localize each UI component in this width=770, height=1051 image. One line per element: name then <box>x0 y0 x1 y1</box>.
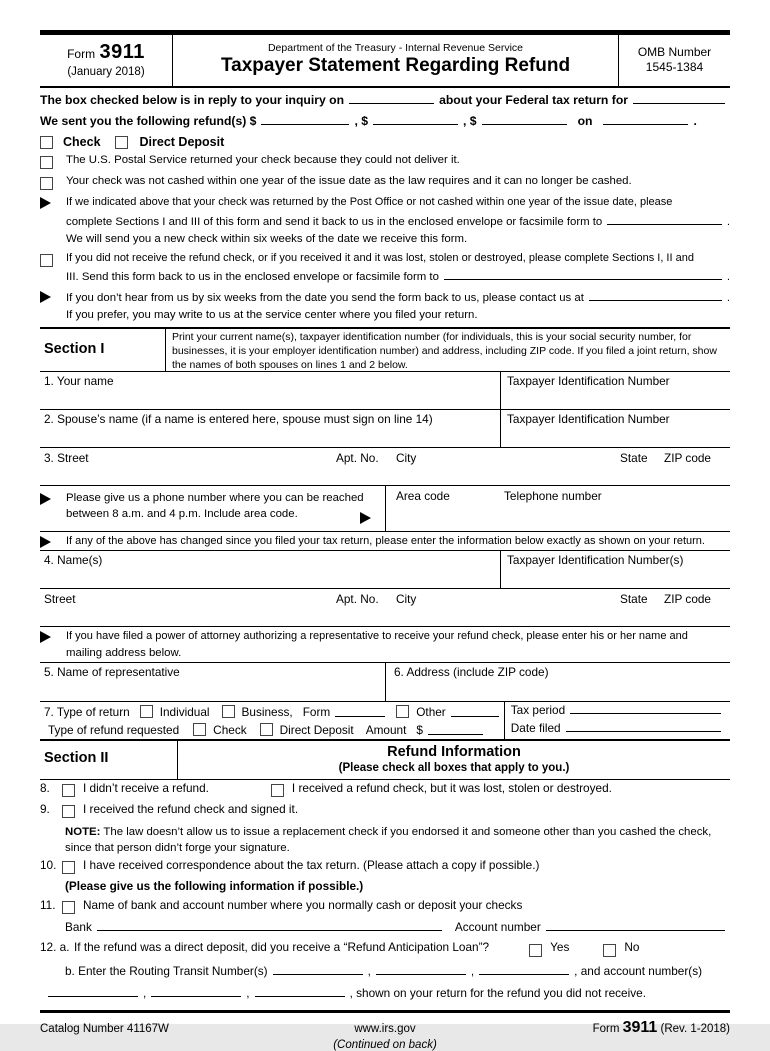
row-new-name <box>40 551 730 589</box>
tax-period-field[interactable] <box>570 703 721 714</box>
row-new-address[interactable] <box>40 589 730 627</box>
form-title-block <box>173 35 618 86</box>
section-2-subtitle: (Please check all boxes that apply to you.) <box>338 761 570 774</box>
item-9 <box>40 802 730 822</box>
footer-form-number: 3911 <box>622 1018 658 1036</box>
your-name-label: 1. Your name <box>44 373 114 388</box>
form-revision: (January 2018) <box>67 66 145 78</box>
new-name-label: 4. Name(s) <box>44 552 103 567</box>
facsimile-number-field-2[interactable] <box>444 267 722 280</box>
no-refund-checkbox[interactable] <box>62 784 75 797</box>
type-of-return-cell <box>40 702 504 739</box>
representative-address-label: 6. Address (include ZIP code) <box>394 664 549 679</box>
footer-form-revision: (Rev. 1-2018) <box>660 1022 730 1035</box>
and-account-numbers: , and account number(s) <box>574 963 703 978</box>
area-code-label: Area code <box>396 488 450 503</box>
omb-number: 1545-1384 <box>645 60 704 74</box>
phone-note-cell <box>40 486 385 531</box>
check-returned-line-1: If we indicated above that your check was returned by the Post Office or not cashed within one year of the issue date, please <box>66 196 673 208</box>
refund-amount-1-field[interactable] <box>261 112 349 125</box>
date-filed-label: Date filed <box>510 720 561 735</box>
section-1-label: Section I <box>44 340 105 357</box>
section-2-label: Section II <box>44 749 109 766</box>
row-phone <box>40 486 730 532</box>
ral-no-label: No <box>624 939 640 954</box>
telephone-label: Telephone number <box>504 488 602 503</box>
type-of-return-line <box>44 703 504 721</box>
individual-checkbox[interactable] <box>140 705 153 718</box>
item-9-number: 9. <box>40 801 50 816</box>
refund-amount-2-field[interactable] <box>373 112 458 125</box>
business-checkbox[interactable] <box>222 705 235 718</box>
continued-on-back: (Continued on back) <box>333 1038 437 1051</box>
form-number-field[interactable] <box>335 706 385 717</box>
refund-requested-line <box>44 721 504 739</box>
amount-label: Amount <box>365 722 407 737</box>
row-changed-note <box>40 532 730 551</box>
routing-label: b. Enter the Routing Transit Number(s) <box>65 963 268 978</box>
street-label-2: Street <box>44 591 76 606</box>
item-12a <box>40 940 730 961</box>
form-number-block <box>40 35 173 86</box>
routing-number-1-field[interactable] <box>273 962 363 975</box>
account-number-1-field[interactable] <box>48 984 138 997</box>
business-label: Business, <box>241 704 293 719</box>
tin-field[interactable] <box>500 372 730 409</box>
omb-label: OMB Number <box>637 45 712 59</box>
item-10 <box>40 858 730 878</box>
representative-name-field[interactable] <box>40 663 385 701</box>
page-title: Taxpayer Statement Regarding Refund <box>220 55 571 76</box>
intro-line-1-text-a: The box checked below is in reply to your inquiry on <box>40 93 345 107</box>
not-received-checkbox[interactable] <box>40 254 53 267</box>
routing-number-2-field[interactable] <box>376 962 466 975</box>
ral-question: If the refund was a direct deposit, did you receive a “Refund Anticipation Loan”? <box>74 939 490 954</box>
catalog-number: Catalog Number 41167W <box>40 1022 169 1035</box>
note-line-1: NOTE: The law doesn’t allow us to issue a replacement check if you endorsed it and someone other than you cashed the check, <box>65 825 712 838</box>
item-12a-number: 12. a. <box>40 939 70 954</box>
changed-note-text: If any of the above has changed since you filed your tax return, please enter the information below exactly as shown on your return. <box>66 534 705 547</box>
ral-yes-checkbox[interactable] <box>529 944 542 957</box>
intro-line-2 <box>40 112 730 130</box>
phone-note-line-1: Please give us a phone number where you can be reached <box>66 491 364 504</box>
inquiry-date-field[interactable] <box>349 91 434 104</box>
bank-info-checkbox[interactable] <box>62 901 75 914</box>
tax-period-cell <box>504 702 730 739</box>
new-tins-label: Taxpayer Identification Number(s) <box>507 552 684 567</box>
spouse-tin-label: Taxpayer Identification Number <box>507 411 670 426</box>
postal-returned-checkbox[interactable] <box>40 156 53 169</box>
item-8-number: 8. <box>40 780 50 795</box>
arrow-bullet-icon <box>40 631 51 643</box>
form-number: 3911 <box>99 41 145 63</box>
check-returned-line-2: complete Sections I and III of this form and send it back to us in the enclosed envelope or facsimile form to . <box>66 212 730 232</box>
check-returned-item <box>40 194 730 249</box>
postal-returned-text: The U.S. Postal Service returned your check because they could not deliver it. <box>66 154 460 166</box>
bank-label: Bank <box>65 919 92 934</box>
section-2-title-block <box>177 741 730 779</box>
row-representative <box>40 663 730 702</box>
section-1-instructions: Print your current name(s), taxpayer identification number (for individuals, this is your social security number, for businesses, it is your employer identification number) and address, including ZIP code. If you filed a joint return, show the names of both spouses on lines 1 and 2 below. <box>165 329 730 371</box>
date-filed-line <box>511 721 726 739</box>
other-checkbox[interactable] <box>396 705 409 718</box>
zip-label-2: ZIP code <box>664 591 711 606</box>
item-11 <box>40 898 730 917</box>
other-type-field[interactable] <box>451 706 499 717</box>
refund-direct-deposit-label: Direct Deposit <box>279 722 354 737</box>
poa-line-1: If you have filed a power of attorney authorizing a representative to receive your refund check, please enter his or her name and <box>66 629 688 642</box>
contact-number-field[interactable] <box>589 288 722 301</box>
ral-yes-label: Yes <box>550 939 570 954</box>
refund-type-row <box>40 133 730 151</box>
row-address[interactable] <box>40 448 730 486</box>
refund-check-label: Check <box>213 722 247 737</box>
lost-stolen-label: I received a refund check, but it was lost, stolen or destroyed. <box>291 780 612 795</box>
individual-label: Individual <box>159 704 210 719</box>
postal-returned-item <box>40 152 730 172</box>
city-label: City <box>396 450 417 465</box>
form-type-label: Form <box>302 704 331 719</box>
apt-label-2: Apt. No. <box>336 591 379 606</box>
intro-line-1 <box>40 91 730 109</box>
row-type-of-return <box>40 702 730 741</box>
state-label-2: State <box>620 591 648 606</box>
arrow-bullet-icon <box>40 493 51 505</box>
other-label: Other <box>416 704 446 719</box>
refund-requested-label: Type of refund requested <box>48 722 180 737</box>
form-word: Form <box>67 47 96 61</box>
intro-line-2-on: on <box>577 114 593 128</box>
intro-line-2-period: . <box>693 114 697 128</box>
form-header <box>40 35 730 88</box>
row-spouse-name <box>40 410 730 448</box>
contact-line-1: If you don’t hear from us by six weeks from the date you send the form back to us, please contact us at . <box>66 288 730 308</box>
not-received-line-2: III. Send this form back to us in the enclosed envelope or facsimile form to . <box>66 267 730 287</box>
section-2-header <box>40 741 730 780</box>
agency-line: Department of the Treasury - Internal Revenue Service <box>267 42 524 54</box>
arrow-to-phone-icon <box>360 512 371 524</box>
refund-check-checkbox[interactable] <box>193 723 206 736</box>
note-label: NOTE: <box>65 825 101 838</box>
item-12b: b. Enter the Routing Transit Number(s) , , , and account number(s) <box>65 963 703 978</box>
bank-info-label: Name of bank and account number where you normally cash or deposit your checks <box>83 897 523 912</box>
section-2-title: Refund Information <box>387 743 521 760</box>
footer-form-word: Form <box>592 1022 620 1035</box>
type-of-return-label: 7. Type of return <box>44 704 130 719</box>
item-10-number: 10. <box>40 857 57 872</box>
check-label: Check <box>63 135 101 149</box>
account-number-3-field[interactable] <box>255 984 345 997</box>
new-tins-field[interactable] <box>500 551 730 588</box>
item-11-number: 11. <box>40 897 56 912</box>
intro-line-1-text-b: about your Federal tax return for <box>439 93 629 107</box>
phone-fields-cell[interactable] <box>385 486 730 531</box>
contact-item <box>40 288 730 325</box>
arrow-bullet-icon <box>40 291 51 303</box>
intro-line-2-sep-1: , $ <box>354 114 369 128</box>
refund-date-field[interactable] <box>603 112 688 125</box>
lost-stolen-checkbox[interactable] <box>271 784 284 797</box>
arrow-bullet-icon <box>40 197 51 209</box>
new-name-field[interactable] <box>40 551 500 588</box>
spouse-name-label: 2. Spouse’s name (if a name is entered here, spouse must sign on line 14) <box>44 411 433 426</box>
check-checkbox[interactable] <box>40 136 53 149</box>
no-refund-label: I didn’t receive a refund. <box>83 780 209 795</box>
correspondence-label: I have received correspondence about the tax return. (Please attach a copy if possible.) <box>83 857 540 872</box>
state-label: State <box>620 450 648 465</box>
phone-note-line-2: between 8 a.m. and 4 p.m. Include area code. <box>66 507 298 520</box>
page-footer <box>40 1013 730 1037</box>
irs-website-link[interactable]: www.irs.gov <box>354 1022 416 1035</box>
city-label-2: City <box>396 591 417 606</box>
item-12c: , , , shown on your return for the refund you did not receive. <box>48 984 730 1005</box>
intro-line-2-sep-2: , $ <box>463 114 477 128</box>
item-8 <box>40 781 730 801</box>
row-your-name <box>40 372 730 410</box>
refund-direct-deposit-checkbox[interactable] <box>260 723 273 736</box>
not-received-item <box>40 250 730 287</box>
spouse-tin-field[interactable] <box>500 410 730 447</box>
intro-line-2-text-a: We sent you the following refund(s) $ <box>40 114 257 128</box>
item-10-subnote: (Please give us the following information if possible.) <box>65 878 364 893</box>
date-filed-field[interactable] <box>566 721 721 732</box>
note-line-2: since that person didn’t forge your signature. <box>65 842 290 854</box>
your-name-field[interactable] <box>40 372 500 409</box>
section-1-header <box>40 327 730 372</box>
shown-on-return-text: , shown on your return for the refund you did not receive. <box>349 985 646 1000</box>
street-label: 3. Street <box>44 450 89 465</box>
representative-name-label: 5. Name of representative <box>44 664 180 679</box>
direct-deposit-label: Direct Deposit <box>139 135 225 149</box>
footer-form-block <box>416 1019 730 1037</box>
apt-label: Apt. No. <box>336 450 379 465</box>
not-cashed-text: Your check was not cashed within one year of the issue date as the law requires and it can no longer be cashed. <box>66 175 632 187</box>
correspondence-checkbox[interactable] <box>62 861 75 874</box>
check-returned-line-3: We will send you a new check within six weeks of the date we receive this form. <box>66 233 468 245</box>
ral-no-checkbox[interactable] <box>603 944 616 957</box>
facsimile-number-field[interactable] <box>607 212 722 225</box>
not-cashed-checkbox[interactable] <box>40 177 53 190</box>
tin-label: Taxpayer Identification Number <box>507 373 670 388</box>
note-paragraph <box>65 824 730 857</box>
spouse-name-field[interactable] <box>40 410 500 447</box>
contact-line-2: If you prefer, you may write to us at the service center where you filed your return. <box>66 309 478 321</box>
account-number-2-field[interactable] <box>151 984 241 997</box>
dollar-sign: $ <box>416 722 423 737</box>
arrow-bullet-icon <box>40 536 51 548</box>
amount-field[interactable] <box>428 724 483 735</box>
tax-period-line <box>511 703 726 721</box>
signed-check-checkbox[interactable] <box>62 805 75 818</box>
tax-return-year-field[interactable] <box>633 91 725 104</box>
account-number-label: Account number <box>454 919 541 934</box>
account-number-field[interactable] <box>546 918 725 931</box>
not-received-line-1: If you did not receive the refund check, or if you received it and it was lost, stolen or destroyed, please complete Sections I, II and <box>66 251 694 264</box>
signed-check-label: I received the refund check and signed it. <box>83 801 299 816</box>
not-cashed-item <box>40 173 730 193</box>
tax-period-label: Tax period <box>510 702 566 717</box>
direct-deposit-checkbox[interactable] <box>115 136 128 149</box>
refund-amount-3-field[interactable] <box>482 112 567 125</box>
poa-line-2: mailing address below. <box>66 647 182 659</box>
representative-address-field[interactable] <box>385 663 730 701</box>
bank-line <box>65 918 730 939</box>
zip-label: ZIP code <box>664 450 711 465</box>
row-poa-note <box>40 628 730 663</box>
omb-block <box>618 35 730 86</box>
routing-number-3-field[interactable] <box>479 962 569 975</box>
bank-name-field[interactable] <box>97 918 442 931</box>
